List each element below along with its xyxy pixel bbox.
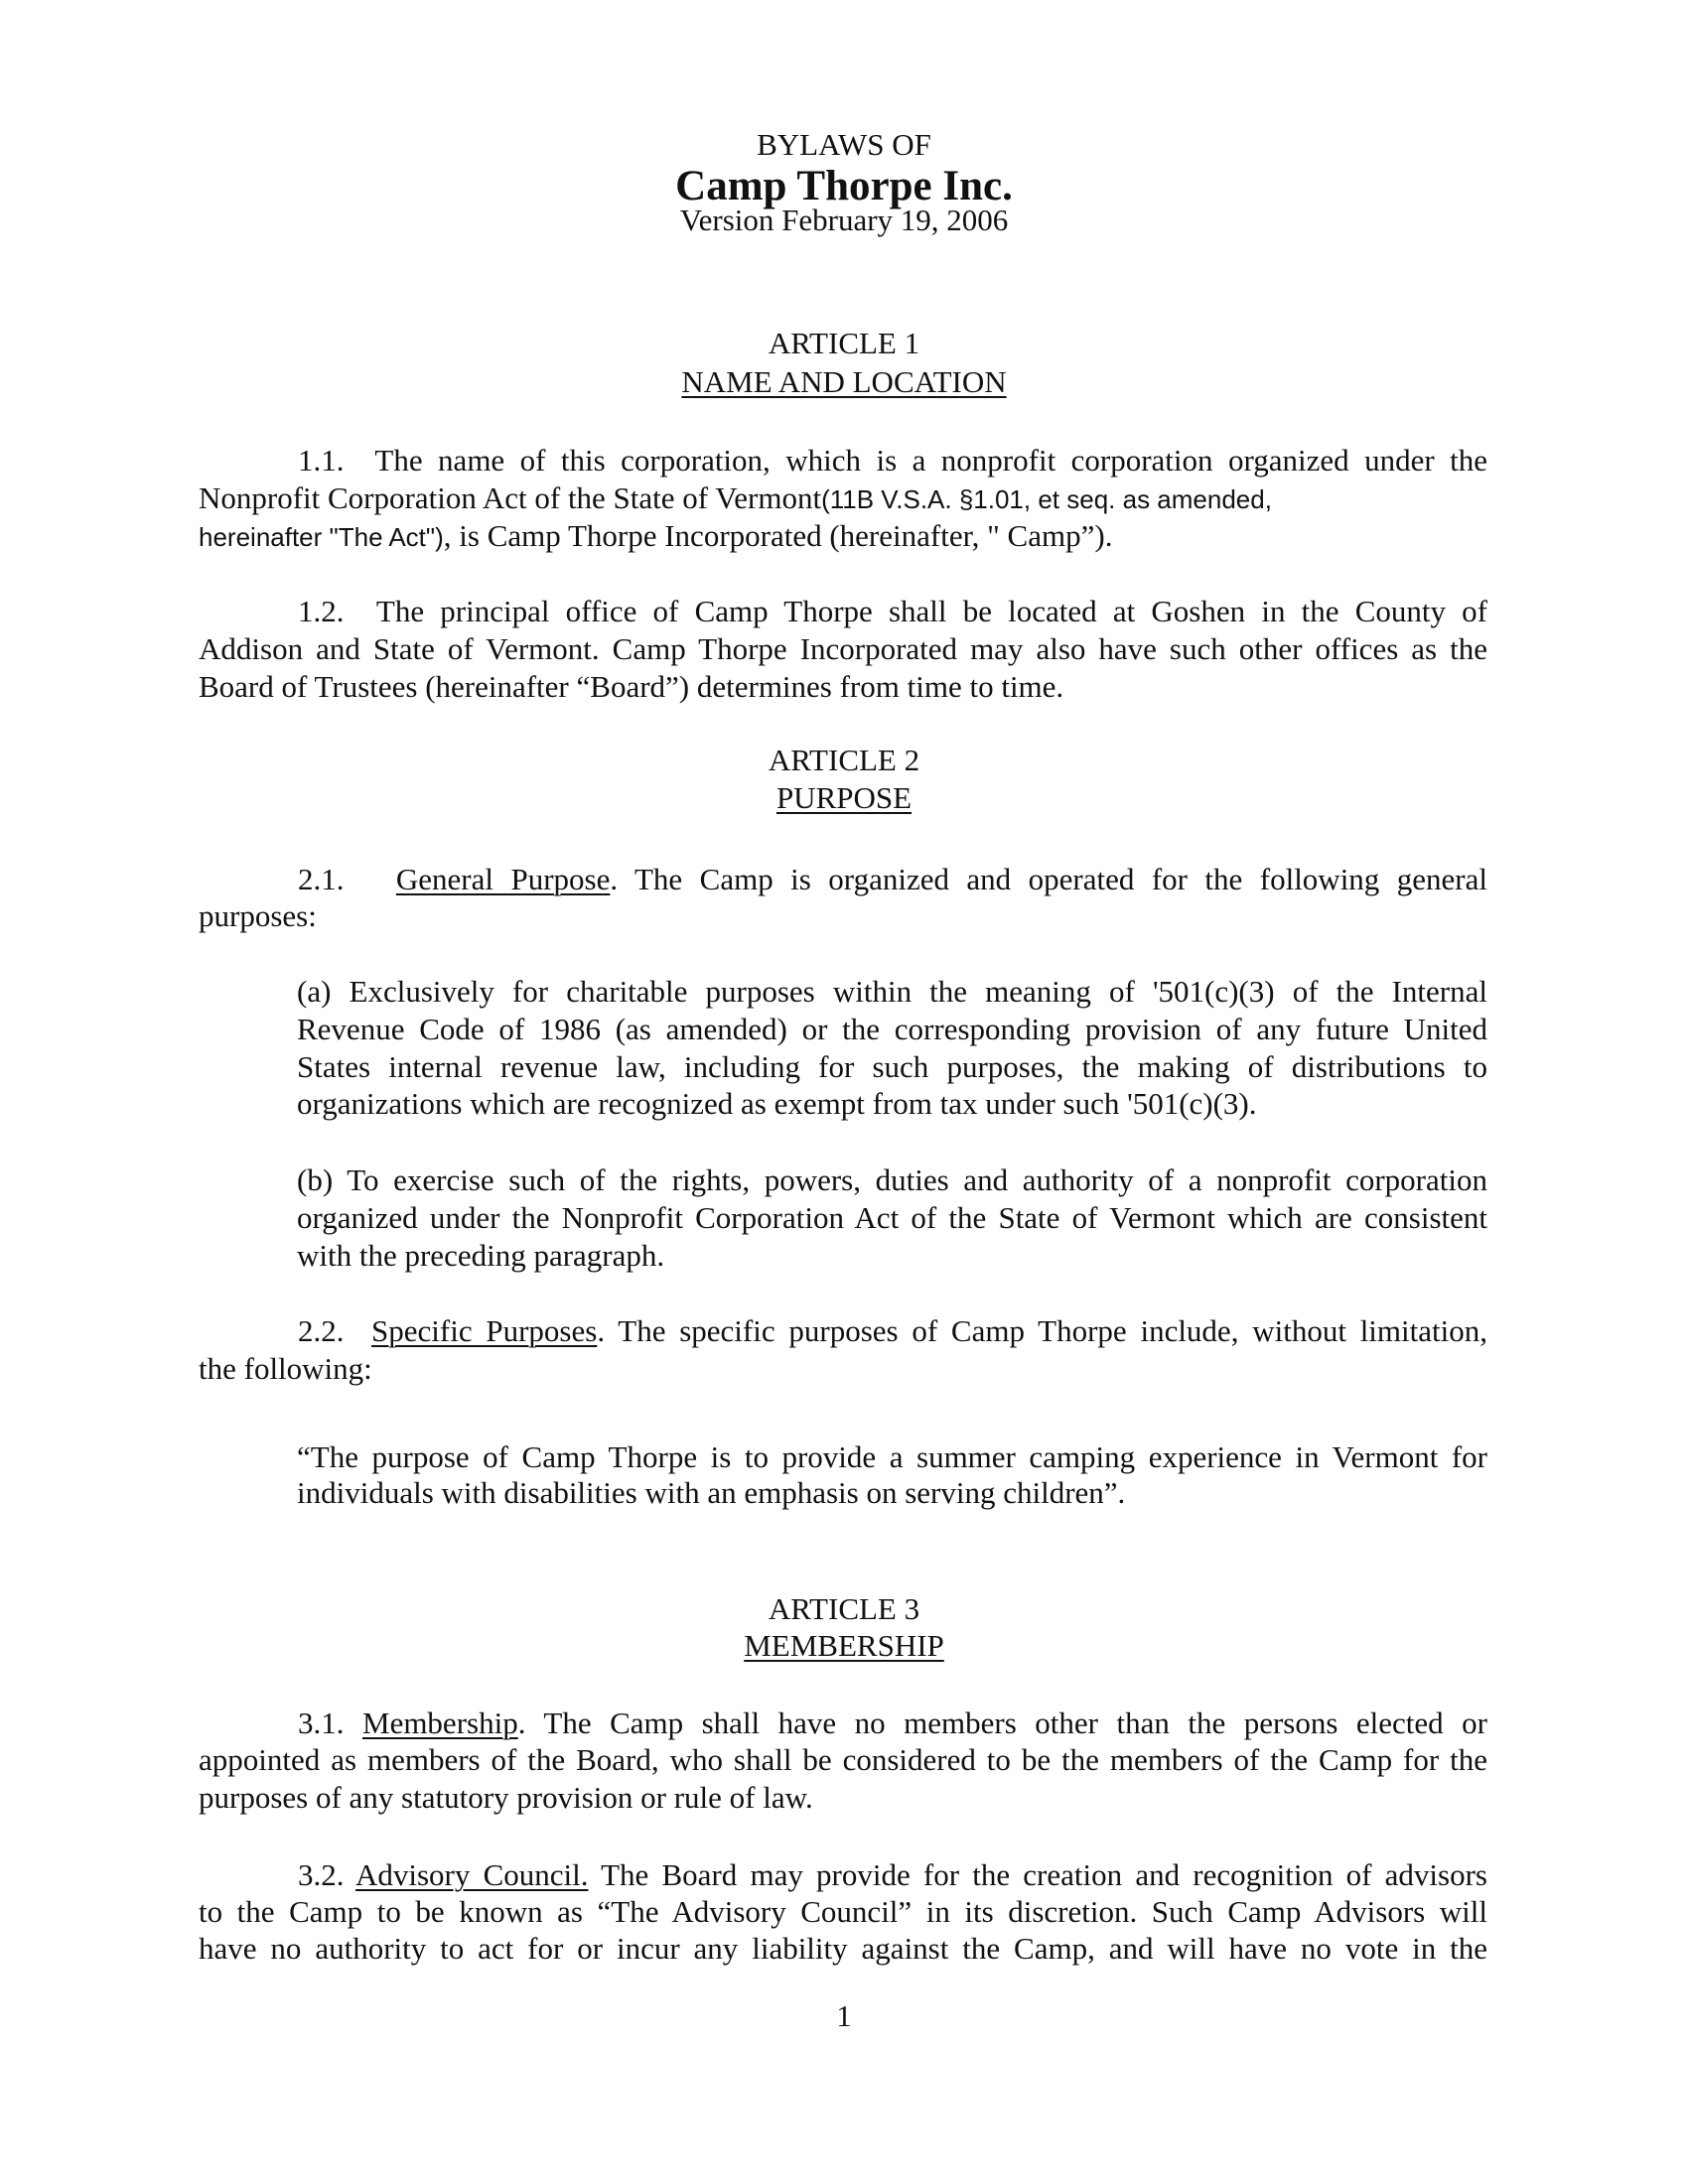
bylaws-of-label — [0, 127, 1688, 163]
item-b-line-2 — [297, 1200, 1487, 1236]
section-title: General Purpose — [395, 862, 611, 896]
article-1-heading — [0, 364, 1688, 400]
section-text: , is Camp Thorpe Incorporated (hereinafter, " Camp”). — [443, 518, 1113, 553]
section-text: Nonprofit Corporation Act of the State of Vermont — [199, 480, 822, 515]
section-2-2-line-2 — [199, 1351, 1487, 1387]
section-number: 2.1. — [298, 862, 345, 896]
section-text: appointed as members of the Board, who shall be considered to be the members of the Camp for the — [199, 1742, 1487, 1777]
article-heading: MEMBERSHIP — [744, 1628, 944, 1663]
section-3-2-line-3 — [199, 1931, 1487, 1967]
version-line — [0, 203, 1688, 238]
article-2-heading — [0, 780, 1688, 816]
article-label: ARTICLE 2 — [768, 743, 920, 777]
page-number — [0, 1998, 1688, 2034]
section-1-2-line-2 — [199, 631, 1487, 667]
section-text: purposes of any statutory provision or rule of law. — [199, 1780, 813, 1815]
item-a-line-3 — [297, 1049, 1487, 1085]
item-text: Revenue Code of 1986 (as amended) or the corresponding provision of any future United — [297, 1012, 1487, 1046]
section-text: purposes: — [199, 898, 317, 933]
item-text: States internal revenue law, including for such purposes, the making of distributions to — [297, 1049, 1487, 1084]
pre-title-text: BYLAWS OF — [757, 127, 931, 162]
item-text: organized under the Nonprofit Corporation Act of the State of Vermont which are consistent — [297, 1200, 1487, 1235]
section-text: . The Camp is organized and operated for the following general — [610, 862, 1487, 896]
section-text-citation: hereinafter "The Act") — [199, 522, 444, 552]
section-1-2-line-1 — [199, 594, 1487, 629]
section-3-1-line-3 — [199, 1780, 1487, 1816]
section-title: Specific Purposes — [371, 1313, 598, 1348]
title-text: Camp Thorpe Inc. — [675, 163, 1013, 209]
section-2-1-line-1 — [199, 862, 1487, 897]
section-1-2-line-3 — [199, 669, 1487, 705]
section-text: the following: — [199, 1351, 372, 1386]
article-3-heading — [0, 1628, 1688, 1664]
item-text: (b) To exercise such of the rights, powers, duties and authority of a nonprofit corporation — [297, 1162, 1487, 1197]
purpose-quote-line-2 — [297, 1475, 1487, 1511]
section-text: Addison and State of Vermont. Camp Thorpe Incorporated may also have such other offices as the — [199, 631, 1487, 666]
section-1-1-line-3 — [199, 518, 1487, 555]
article-label: ARTICLE 1 — [768, 326, 920, 360]
item-text: organizations which are recognized as exempt from tax under such '501(c)(3). — [297, 1086, 1257, 1121]
section-text: The principal office of Camp Thorpe shall be located at Goshen in the County of — [375, 594, 1487, 628]
item-text: with the preceding paragraph. — [297, 1238, 665, 1273]
page-number-text: 1 — [836, 1998, 852, 2033]
item-a-line-4 — [297, 1086, 1487, 1122]
quote-text: individuals with disabilities with an emphasis on serving children”. — [297, 1475, 1126, 1510]
section-1-1-line-2 — [199, 480, 1487, 517]
item-b-line-1 — [297, 1162, 1487, 1198]
article-2-number — [0, 743, 1688, 778]
section-3-1-line-2 — [199, 1742, 1487, 1778]
section-number: 3.2. — [298, 1857, 345, 1892]
article-3-number — [0, 1591, 1688, 1627]
section-number: 3.1. — [298, 1706, 345, 1740]
article-heading: PURPOSE — [775, 780, 913, 815]
item-b-line-3 — [297, 1238, 1487, 1274]
quote-text: “The purpose of Camp Thorpe is to provide a summer camping experience in Vermont for — [297, 1439, 1487, 1474]
item-a-line-1 — [297, 974, 1487, 1010]
article-heading: NAME AND LOCATION — [681, 364, 1007, 399]
section-text: . The Camp shall have no members other than the persons elected or — [517, 1706, 1487, 1740]
section-number: 2.2. — [298, 1313, 345, 1348]
section-text: The name of this corporation, which is a nonprofit corporation organized under the — [374, 443, 1487, 478]
article-label: ARTICLE 3 — [768, 1591, 920, 1626]
section-text: to the Camp to be known as “The Advisory Council” in its discretion. Such Camp Advisors will — [199, 1894, 1487, 1929]
section-1-1-line-1 — [199, 443, 1487, 478]
section-number: 1.1. — [298, 443, 345, 478]
section-2-2-line-1 — [199, 1313, 1487, 1349]
section-title: Membership — [362, 1706, 518, 1740]
section-text: The Board may provide for the creation and recognition of advisors — [588, 1857, 1487, 1892]
section-text: have no authority to act for or incur any liability against the Camp, and will have no vote in the — [199, 1931, 1487, 1966]
article-1-number — [0, 326, 1688, 361]
version-text: Version February 19, 2006 — [679, 203, 1009, 237]
section-text: . The specific purposes of Camp Thorpe include, without limitation, — [597, 1313, 1487, 1348]
section-3-1-line-1 — [199, 1706, 1487, 1741]
purpose-quote-line-1 — [297, 1439, 1487, 1475]
section-text-citation: (11B V.S.A. §1.01, et seq. as amended, — [821, 484, 1272, 514]
section-2-1-line-2 — [199, 898, 1487, 934]
item-text: (a) Exclusively for charitable purposes within the meaning of '501(c)(3) of the Internal — [297, 974, 1487, 1009]
section-3-2-line-1 — [199, 1857, 1487, 1893]
section-text: Board of Trustees (hereinafter “Board”) determines from time to time. — [199, 669, 1064, 704]
section-title: Advisory Council. — [354, 1857, 589, 1892]
section-3-2-line-2 — [199, 1894, 1487, 1930]
section-number: 1.2. — [298, 594, 345, 628]
item-a-line-2 — [297, 1012, 1487, 1047]
